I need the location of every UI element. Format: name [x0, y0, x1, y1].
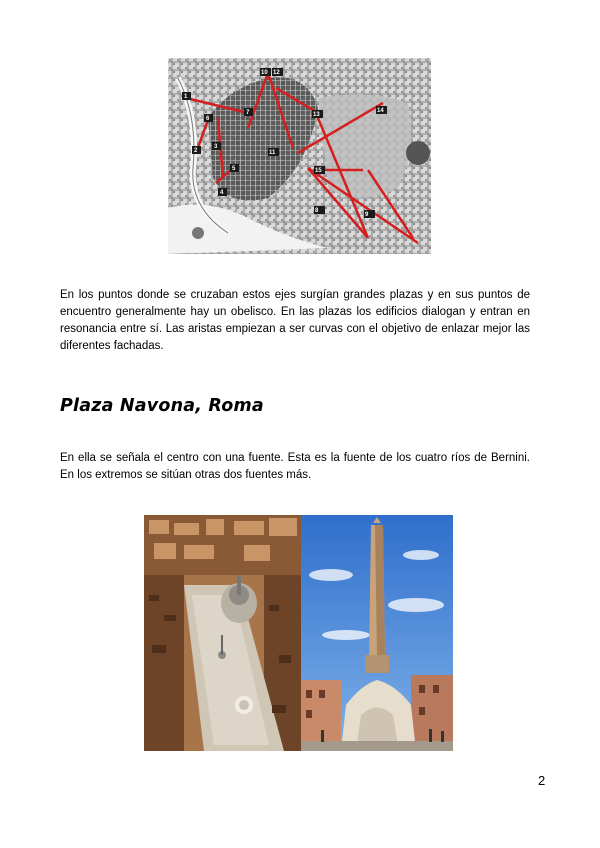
rome-map-drawing: [168, 58, 431, 254]
aerial-plaza-photo: [144, 515, 301, 751]
map-label: 12: [273, 70, 280, 76]
map-label: 8: [315, 208, 319, 214]
section-heading: Plaza Navona, Roma: [60, 396, 264, 416]
obelisk-fountain-photo: [301, 515, 453, 751]
map-label: 6: [206, 116, 210, 122]
map-label: 1: [184, 94, 188, 100]
rome-map-image: [168, 58, 431, 254]
map-label: 7: [246, 110, 250, 116]
map-label: 13: [313, 112, 320, 118]
page-number: 2: [538, 773, 546, 788]
paragraph-plaza-navona: En ella se señala el centro con una fuente. Esta es la fuente de los cuatro ríos de Bernini. En los extremos se sitúan otras dos fuentes más.: [60, 452, 530, 481]
map-label: 3: [214, 144, 218, 150]
paragraph-axes: En los puntos donde se cruzaban estos ejes surgían grandes plazas y en sus puntos de encuentro generalmente hay un obelisco. En las plazas los edificios dialogan y entran en resonancia entre sí. Las aristas empiezan a ser curvas con el objetivo de enlazar mejor las diferentes fachadas.: [60, 289, 530, 352]
map-label: 14: [377, 108, 384, 114]
map-label: 9: [365, 212, 369, 218]
map-label: 11: [269, 150, 276, 156]
map-label: 2: [194, 148, 198, 154]
map-label: 15: [315, 168, 322, 174]
map-label: 4: [220, 190, 224, 196]
map-label: 5: [232, 166, 236, 172]
map-label: 10: [261, 70, 268, 76]
